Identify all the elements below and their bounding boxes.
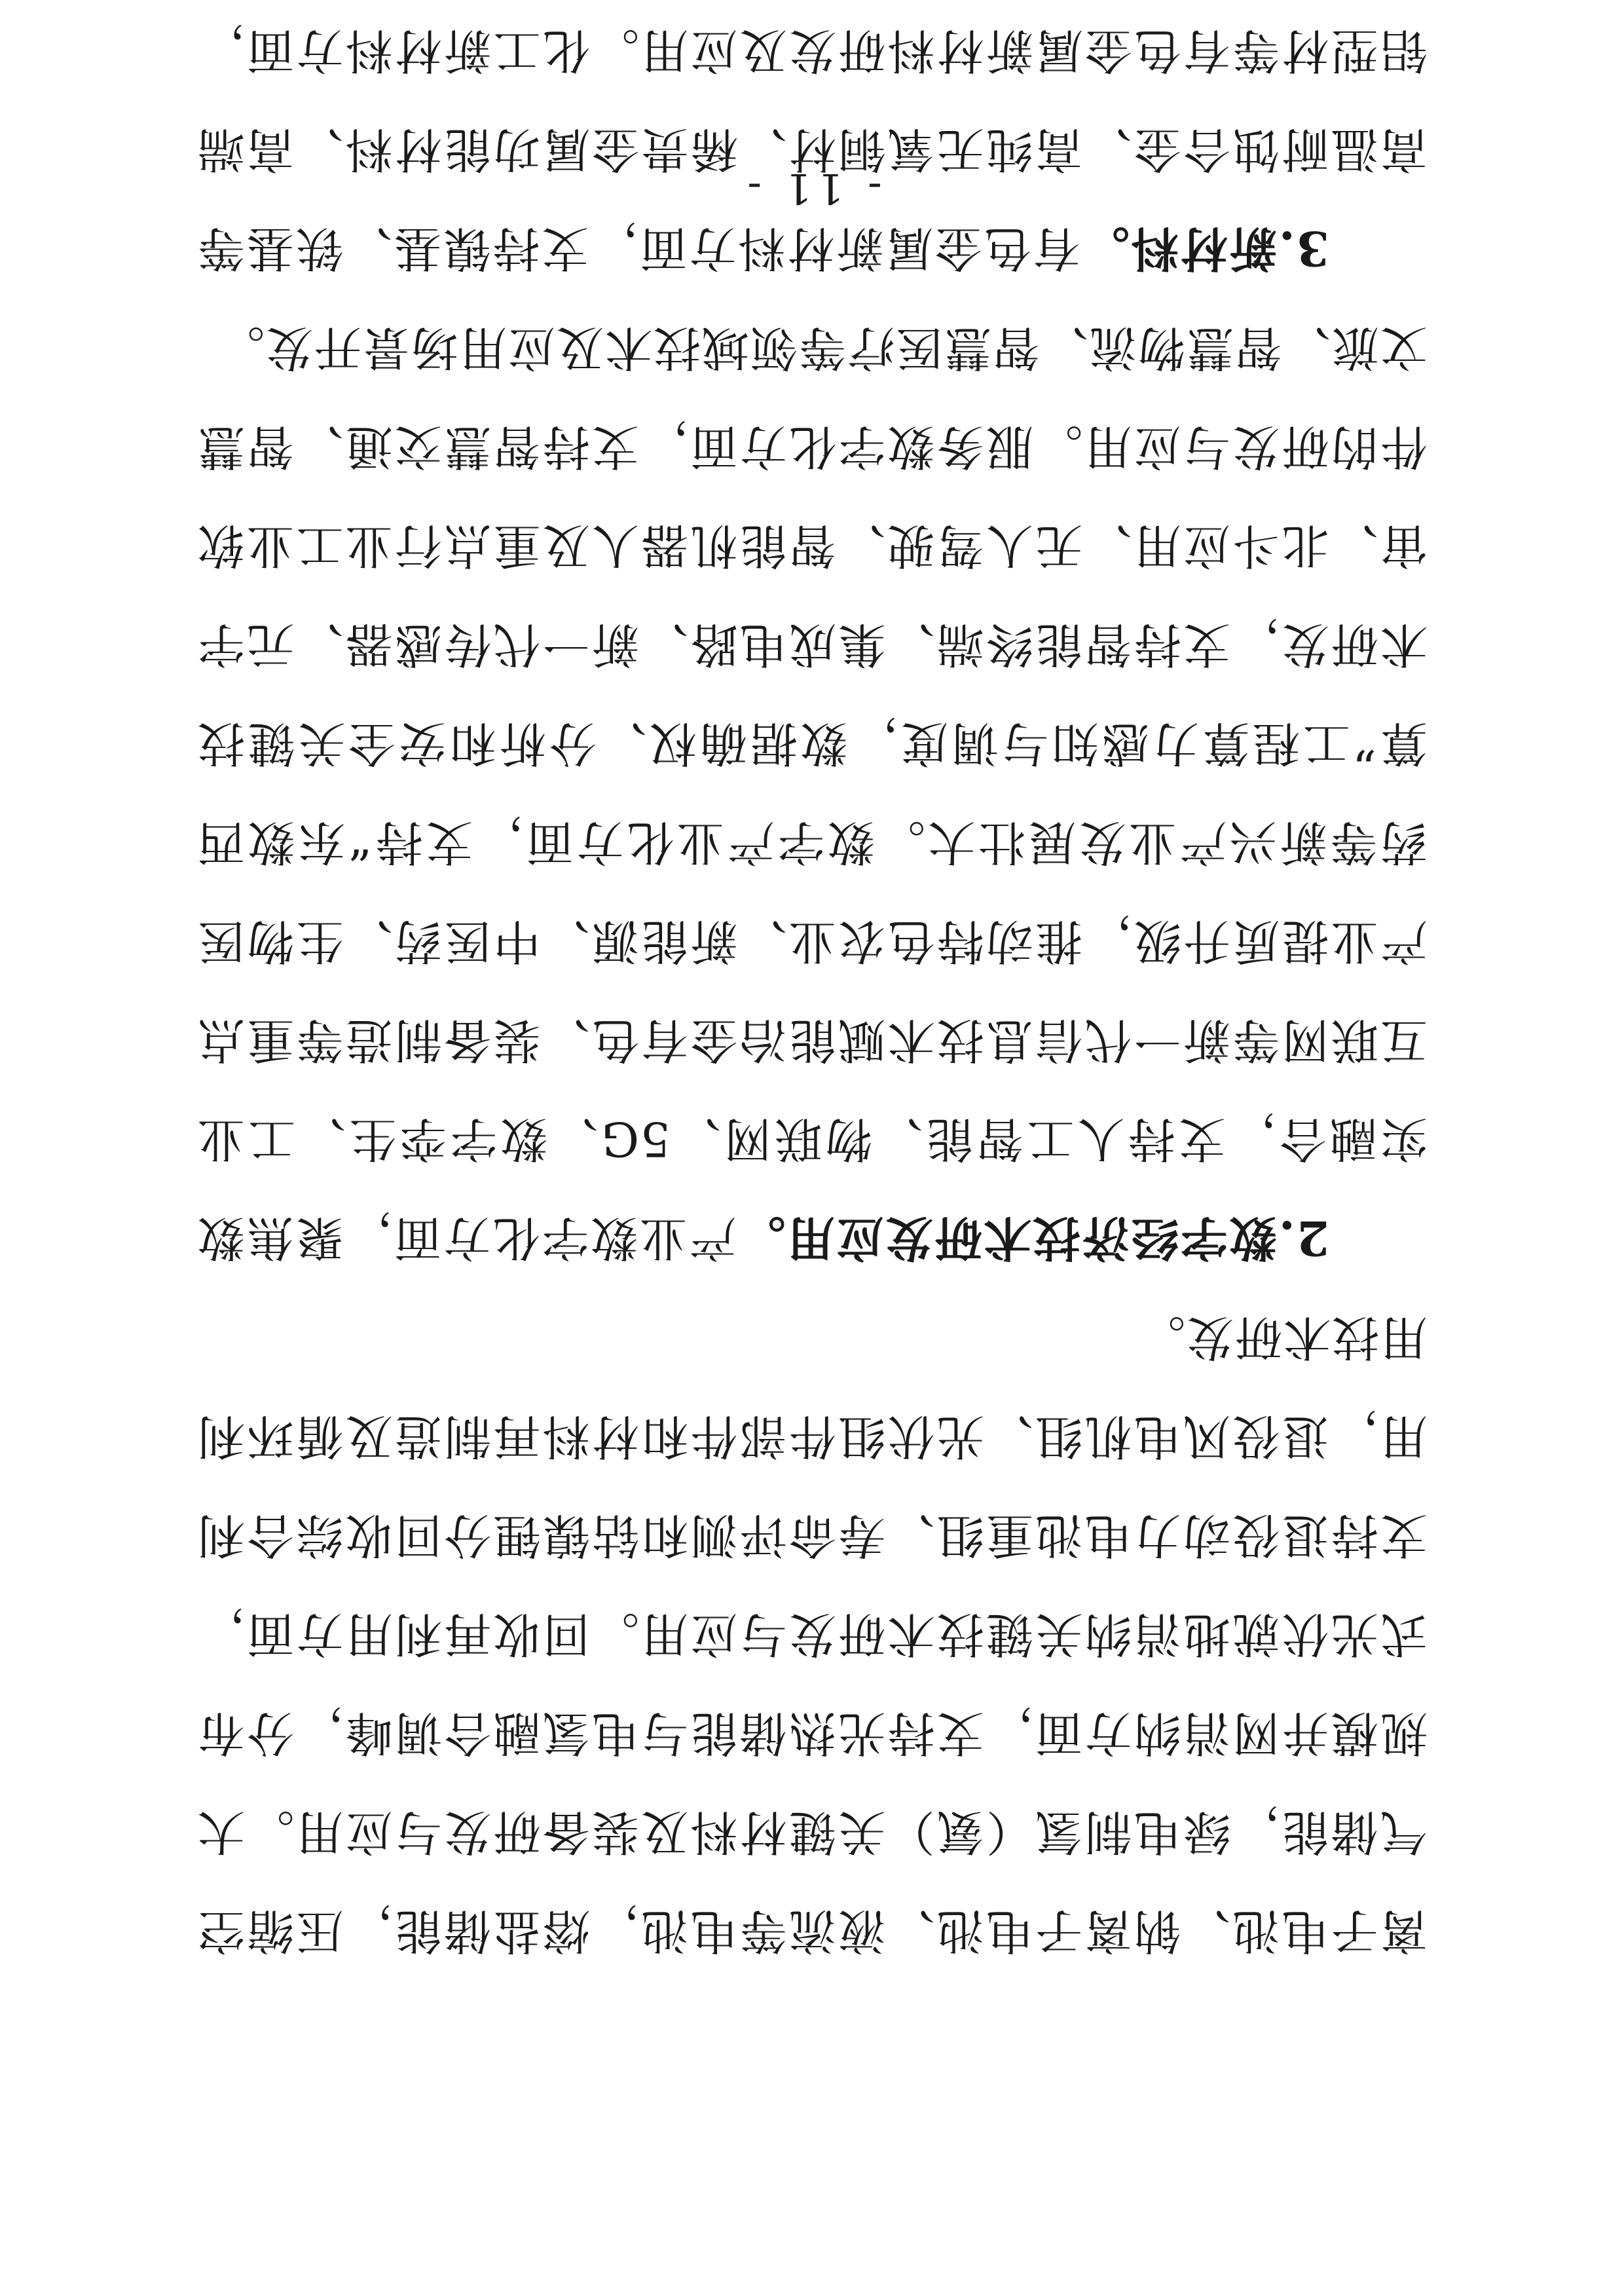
paragraph-text: 有色金属新材料方面，支持镍基、铁基等高温耐蚀合金、高纯无氧铜材、稀贵金属功能材料、高端铝型材等有色金属新材料研发及应用。化工新材料方面， (196, 23, 1428, 276)
paragraph-heading: 2.数字经济技术研发应用。 (736, 1210, 1329, 1266)
paragraph-digital-economy (196, 298, 1428, 1288)
paragraph-text: 离子电池、钠离子电池、液流等电池，熔盐储能，压缩空气储能，绿电制氢（氨）关键材料及装备研发与应用。大规模并网消纳方面，支持光热储能与电氢融合调峰，分布式光伏就地消纳关键技术研发与应用。回收再利用方面，支持退役动力电池重组、寿命评测和钴镍锂分回收综合利用，退役风电机组、光伏组件部件和材料再制造及循环利用技术研发。 (196, 1310, 1428, 1958)
paragraph-text: 产业数字化方面，聚焦数实融合，支持人工智能、物联网、5G、数字孪生、工业互联网等新一代信息技术赋能冶金有色、装备制造等重点产业提质升级，推动特色农业、新能源、中医药、生物医药等新兴产业发展壮大。数字产业化方面，支持“东数西算”工程算力感知与调度，数据确权、分析和安全关键技术研发，支持智能终端、集成电路、新一代传感器、元宇宙、北斗应用、无人驾驶、智能机器人及重点行业工业软件的研发与应用。服务数字化方面，支持智慧交通、智慧文旅、智慧物流、智慧医疗等领域技术及应用场景开发。 (196, 320, 1428, 1265)
page-number: - 11 - (742, 164, 882, 212)
document-body (196, 0, 1428, 1981)
paragraph-energy-storage (196, 1288, 1428, 1981)
paragraph-new-materials (196, 0, 1428, 298)
paragraph-heading: 3.新材料。 (1080, 221, 1329, 276)
